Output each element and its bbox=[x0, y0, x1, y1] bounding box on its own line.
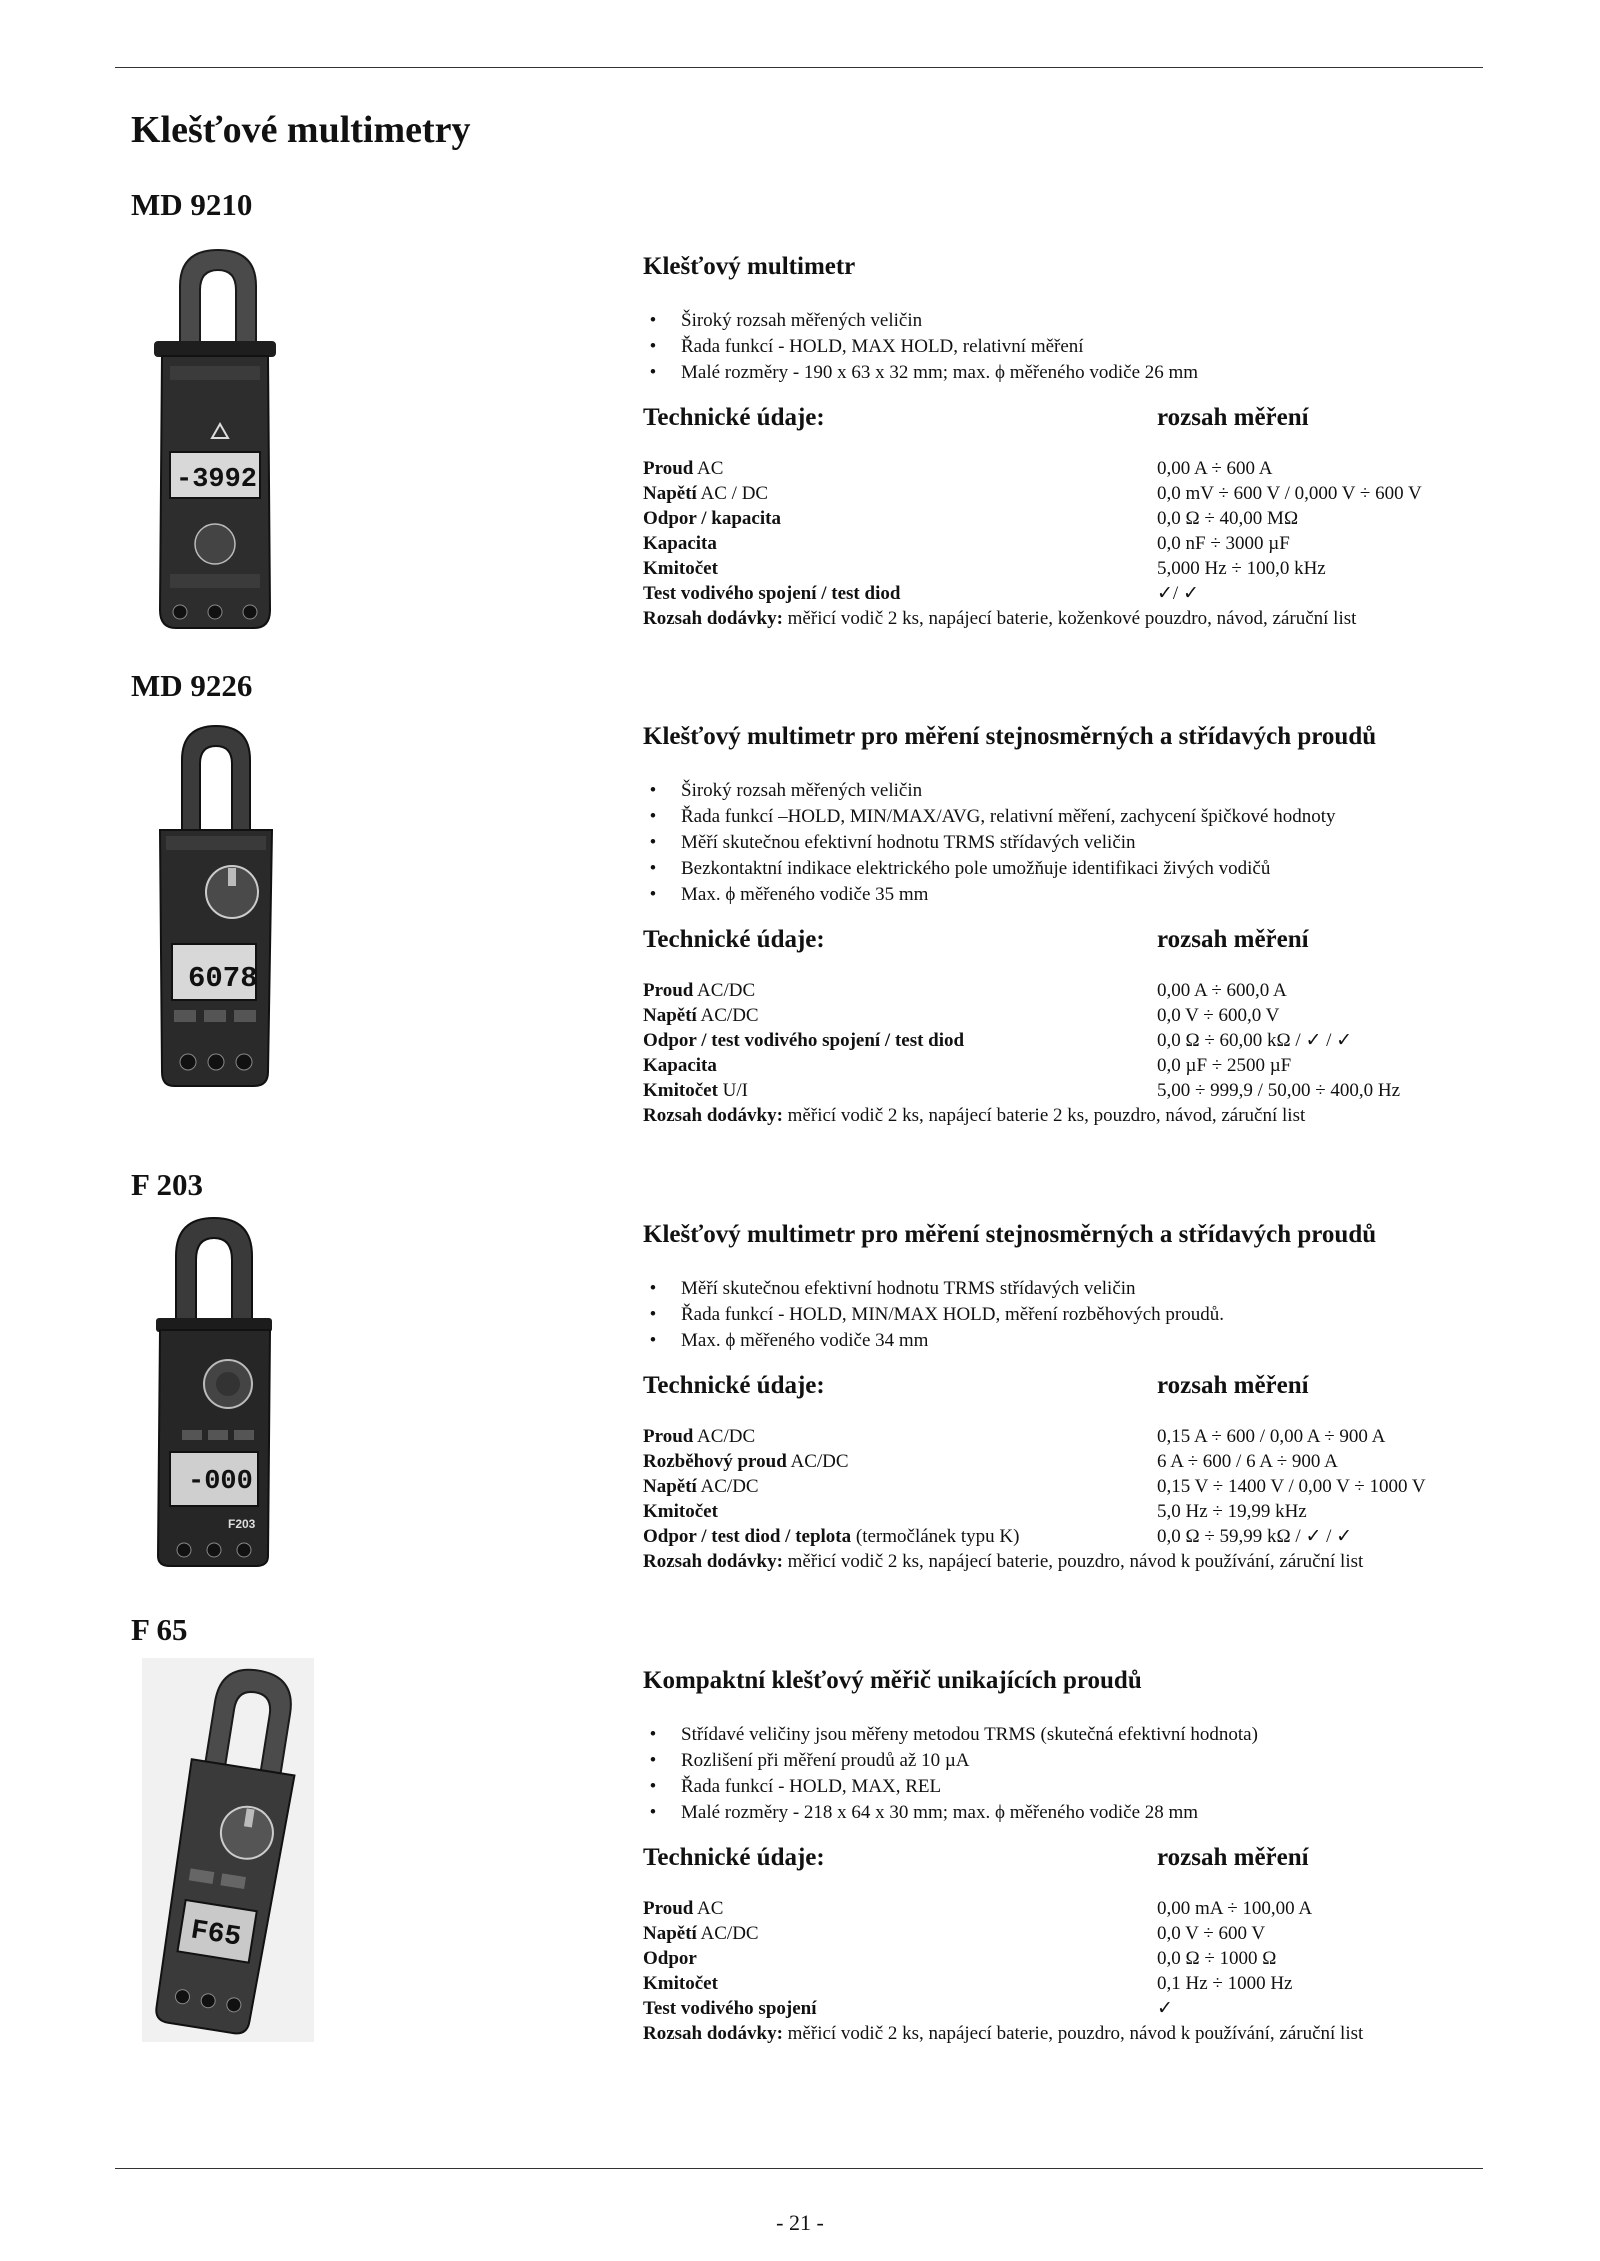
feature-list bbox=[643, 1276, 1483, 1354]
model-heading-md9226: MD 9226 bbox=[131, 668, 253, 703]
feature-item: • Max. ϕ měřeného vodiče 34 mm bbox=[681, 1328, 1483, 1354]
md9226-display-reading: 6078 bbox=[188, 962, 258, 995]
spec-table bbox=[643, 978, 1483, 1103]
spec-row: Proud AC/DC 0,15 A ÷ 600 / 0,00 A ÷ 900 A bbox=[643, 1426, 1386, 1447]
top-rule bbox=[115, 67, 1483, 68]
feature-item: • Řada funkcí - HOLD, MIN/MAX HOLD, měření rozběhových proudů. bbox=[681, 1302, 1483, 1328]
range-label: rozsah měření bbox=[1157, 404, 1309, 431]
spec-row: Napětí AC/DC 0,0 V ÷ 600 V bbox=[643, 1923, 1266, 1944]
feature-item: • Široký rozsah měřených veličin bbox=[681, 778, 1483, 804]
feature-item: • Měří skutečnou efektivní hodnotu TRMS střídavých veličin bbox=[681, 830, 1483, 856]
spec-table bbox=[643, 456, 1483, 606]
spec-row: Odpor / test diod / teplota (termočlánek typu K) 0,0 Ω ÷ 59,99 kΩ / ✓ / ✓ bbox=[643, 1526, 1353, 1547]
spec-row: Kapacita 0,0 µF ÷ 2500 µF bbox=[643, 1055, 1292, 1076]
product-subtitle: Klešťový multimetr pro měření stejnosměrných a střídavých proudů bbox=[643, 723, 1377, 750]
spec-row: Napětí AC/DC 0,15 V ÷ 1400 V / 0,00 V ÷ 1000 V bbox=[643, 1476, 1426, 1497]
model-heading-f203: F 203 bbox=[131, 1167, 204, 1202]
feature-item: • Řada funkcí –HOLD, MIN/MAX/AVG, relativní měření, zachycení špičkové hodnoty bbox=[681, 804, 1483, 830]
product-subtitle: Klešťový multimetr pro měření stejnosměrných a střídavých proudů bbox=[643, 1221, 1377, 1248]
spec-table bbox=[643, 1424, 1483, 1549]
feature-item: • Malé rozměry - 218 x 64 x 30 mm; max. ϕ měřeného vodiče 28 mm bbox=[681, 1800, 1483, 1826]
spec-row: Napětí AC/DC 0,0 V ÷ 600,0 V bbox=[643, 1005, 1280, 1026]
product-subtitle: Kompaktní klešťový měřič unikajících proudů bbox=[643, 1667, 1142, 1694]
bottom-rule bbox=[115, 2168, 1483, 2169]
f203-display-reading: -000 bbox=[188, 1467, 253, 1497]
delivery-scope: Rozsah dodávky: měřicí vodič 2 ks, napájecí baterie 2 ks, pouzdro, návod, záruční list bbox=[643, 1105, 1306, 1126]
spec-header bbox=[643, 404, 1483, 434]
f203-device-label: F203 bbox=[228, 1517, 256, 1531]
page-number: - 21 - bbox=[776, 2210, 824, 2235]
feature-list bbox=[643, 308, 1483, 386]
feature-item: • Malé rozměry - 190 x 63 x 32 mm; max. ϕ měřeného vodiče 26 mm bbox=[681, 360, 1483, 386]
spec-row: Rozběhový proud AC/DC 6 A ÷ 600 / 6 A ÷ 900 A bbox=[643, 1451, 1338, 1472]
product-subtitle: Klešťový multimetr bbox=[643, 253, 856, 280]
f65-photo bbox=[142, 1658, 314, 2042]
spec-table bbox=[643, 1896, 1483, 2021]
range-label: rozsah měření bbox=[1157, 1844, 1309, 1871]
spec-row: Napětí AC / DC 0,0 mV ÷ 600 V / 0,000 V ÷ 600 V bbox=[643, 483, 1422, 504]
spec-row: Test vodivého spojení / test diod ✓/ ✓ bbox=[643, 583, 1199, 604]
feature-item: • Řada funkcí - HOLD, MAX, REL bbox=[681, 1774, 1483, 1800]
model-heading-md9210: MD 9210 bbox=[131, 187, 253, 222]
spec-row: Proud AC 0,00 mA ÷ 100,00 A bbox=[643, 1898, 1313, 1919]
f203-photo bbox=[148, 1212, 278, 1570]
spec-row: Kmitočet U/I 5,00 ÷ 999,9 / 50,00 ÷ 400,0 Hz bbox=[643, 1080, 1401, 1101]
delivery-scope: Rozsah dodávky: měřicí vodič 2 ks, napájecí baterie, pouzdro, návod k používání, záruční list bbox=[643, 2023, 1364, 2044]
product-md9210 bbox=[643, 252, 1483, 631]
range-label: rozsah měření bbox=[1157, 1372, 1309, 1399]
spec-row: Odpor 0,0 Ω ÷ 1000 Ω bbox=[643, 1948, 1277, 1969]
spec-row: Test vodivého spojení ✓ bbox=[643, 1998, 1173, 2019]
range-label: rozsah měření bbox=[1157, 926, 1309, 953]
tech-data-label: Technické údaje: bbox=[643, 1844, 825, 1871]
md9210-display-reading: -3992 bbox=[176, 465, 258, 495]
spec-header bbox=[643, 926, 1483, 956]
f65-display-reading: F65 bbox=[188, 1915, 244, 1954]
md9210-photo bbox=[150, 244, 280, 632]
feature-item: • Měří skutečnou efektivní hodnotu TRMS střídavých veličin bbox=[681, 1276, 1483, 1302]
spec-row: Proud AC 0,00 A ÷ 600 A bbox=[643, 458, 1273, 479]
tech-data-label: Technické údaje: bbox=[643, 1372, 825, 1399]
feature-item: • Max. ϕ měřeného vodiče 35 mm bbox=[681, 882, 1483, 908]
feature-item: • Střídavé veličiny jsou měřeny metodou TRMS (skutečná efektivní hodnota) bbox=[681, 1722, 1483, 1748]
spec-row: Kmitočet 0,1 Hz ÷ 1000 Hz bbox=[643, 1973, 1293, 1994]
page-title: Klešťové multimetry bbox=[131, 109, 471, 151]
tech-data-label: Technické údaje: bbox=[643, 404, 825, 431]
product-md9226 bbox=[643, 722, 1483, 1128]
tech-data-label: Technické údaje: bbox=[643, 926, 825, 953]
delivery-scope: Rozsah dodávky: měřicí vodič 2 ks, napájecí baterie, koženkové pouzdro, návod, záruční list bbox=[643, 608, 1357, 629]
product-f203 bbox=[643, 1220, 1483, 1574]
spec-header bbox=[643, 1844, 1483, 1874]
spec-row: Kmitočet 5,0 Hz ÷ 19,99 kHz bbox=[643, 1501, 1307, 1522]
spec-row: Odpor / test vodivého spojení / test diod 0,0 Ω ÷ 60,00 kΩ / ✓ / ✓ bbox=[643, 1030, 1353, 1051]
product-f65 bbox=[643, 1666, 1483, 2046]
spec-row: Kmitočet 5,000 Hz ÷ 100,0 kHz bbox=[643, 558, 1326, 579]
spec-row: Kapacita 0,0 nF ÷ 3000 µF bbox=[643, 533, 1290, 554]
spec-row: Proud AC/DC 0,00 A ÷ 600,0 A bbox=[643, 980, 1287, 1001]
feature-item: • Řada funkcí - HOLD, MAX HOLD, relativní měření bbox=[681, 334, 1483, 360]
delivery-scope: Rozsah dodávky: měřicí vodič 2 ks, napájecí baterie, pouzdro, návod k používání, záruční list bbox=[643, 1551, 1364, 1572]
spec-header bbox=[643, 1372, 1483, 1402]
feature-list bbox=[643, 1722, 1483, 1826]
feature-item: • Bezkontaktní indikace elektrického pole umožňuje identifikaci živých vodičů bbox=[681, 856, 1483, 882]
feature-item: • Rozlišení při měření proudů až 10 µA bbox=[681, 1748, 1483, 1774]
spec-row: Odpor / kapacita 0,0 Ω ÷ 40,00 MΩ bbox=[643, 508, 1299, 529]
model-heading-f65: F 65 bbox=[131, 1612, 188, 1647]
md9226-photo bbox=[150, 720, 280, 1090]
feature-list bbox=[643, 778, 1483, 908]
feature-item: • Široký rozsah měřených veličin bbox=[681, 308, 1483, 334]
